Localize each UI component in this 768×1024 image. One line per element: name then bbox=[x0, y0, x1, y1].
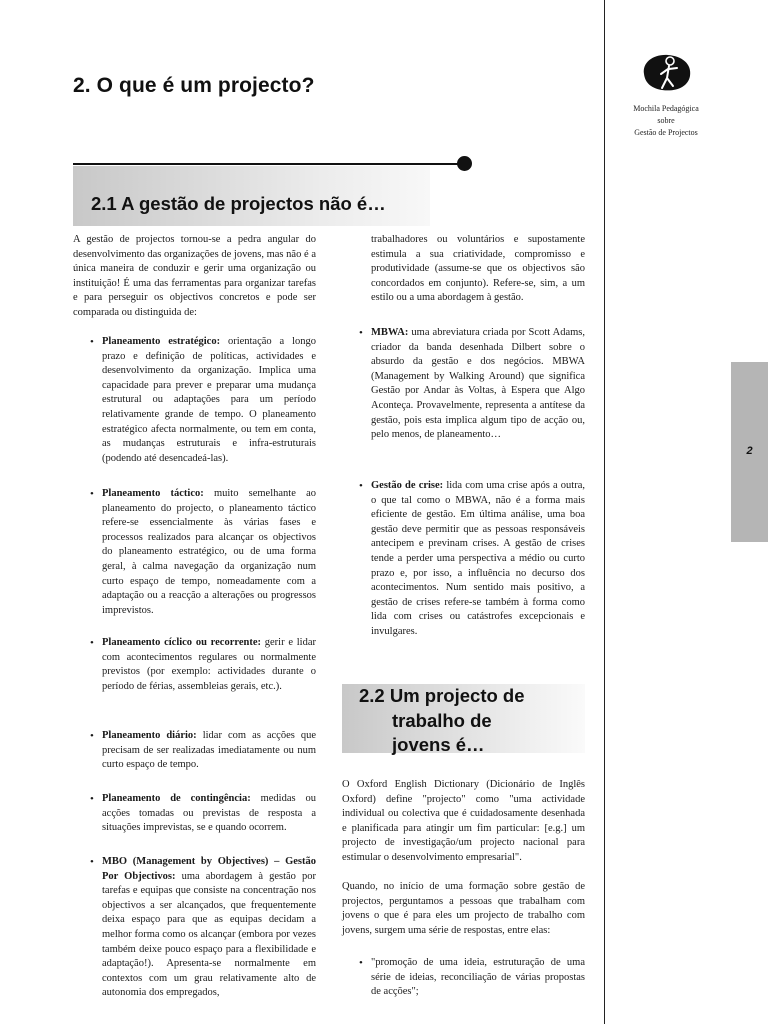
list-item-term: Planeamento cíclico ou recorrente: bbox=[102, 637, 261, 648]
list-item bbox=[371, 479, 585, 640]
list-item-text: lida com uma crise após a outra, o que tal como o MBWA, não é a forma mais eficiente de gestão. Em última análise, uma boa gestão deve permitir que as pessoas responsáveis antecipem e previnam crises. A gestão de crises tende a perder uma perspectiva a médio ou curto prazo e, por isso, a influência no decurso dos acontecimentos. Num sentido mais positivo, a gestão de crises refere-se também à forma como lida com crises ou catástrofes excepcionais e invulgares. bbox=[371, 480, 585, 637]
chapter-heading: 2. O que é um projecto? bbox=[73, 74, 315, 97]
continuation-paragraph: trabalhadores ou voluntários e supostamente estimula a sua criatividade, compromisso e produtividade (assume-se que os objectivos são concordados em conjunto). Refere-se, sim, a um estilo ou a uma abordagem à gestão. bbox=[371, 234, 585, 304]
list-item bbox=[102, 636, 316, 694]
training-paragraph: Quando, no início de uma formação sobre gestão de projectos, perguntamos a pessoas que trabalham com jovens o que é para eles um projecto de trabalho com jovens, surgem uma série de respostas, entre elas: bbox=[342, 881, 585, 936]
list-item bbox=[102, 792, 316, 836]
list-item bbox=[102, 335, 316, 466]
brand-line-1: Mochila Pedagógica bbox=[633, 104, 699, 113]
dictionary-paragraph: O Oxford English Dictionary (Dicionário de Inglês Oxford) define "projecto" como "uma actividade individual ou colectiva que é cuidadosamente desenhada e planificada para atingir um fim particular: [e.g.] um projecto de investigação/um projecto nacional para estimular o desenvolvimento empresarial". bbox=[342, 779, 585, 863]
list-item: • "promoção de uma ideia, estruturação de uma série de ideias, reconciliação de várias propostas de acções"; bbox=[371, 956, 585, 1000]
list-item-term: Planeamento estratégico: bbox=[102, 336, 221, 347]
list-item-text: muito semelhante ao planeamento do projecto, o planeamento táctico refere-se essencialmente às várias fases e processos realizados para alcançar os objectivos do planeamento estratégico, ou de uma forma geral, à calma navegação da organização num curto espaço de tempo, nomeadamente com a adaptação ou a reacção a alterações ou progressos imprevistos. bbox=[102, 488, 316, 616]
list-item-text: gerir e lidar com acontecimentos regulares ou normalmente previstos (por exemplo: actividades durante o período de férias, assembleias gerais, etc.). bbox=[102, 637, 316, 692]
list-item-term: Gestão de crise: bbox=[371, 480, 444, 491]
brand-line-3: Gestão de Projectos bbox=[634, 128, 698, 137]
list-item-term: Planeamento táctico: bbox=[102, 488, 204, 499]
list-item-text: lidar com as acções que precisam de ser realizadas imediatamente ou num curto espaço de tempo. bbox=[102, 730, 316, 771]
section-title-line: trabalho de bbox=[392, 709, 492, 731]
section-title-line: 2.2 Um projecto de bbox=[359, 685, 525, 706]
chapter-tab bbox=[731, 362, 768, 542]
list-item-text: orientação a longo prazo e definição de políticas, actividades e desenvolvimento da organização. Implica uma capacidade para prever e preparar uma mudança estrutural ou adaptações para um período relativamente grande de tempo. O planeamento estratégico afecta normalmente, ou tem em conta, as mudanças estruturais e infra-estruturais (podendo até desencadeá-las). bbox=[102, 336, 316, 464]
list-item-text: uma abreviatura criada por Scott Adams, criador da banda desenhada Dilbert sobre o absurdo da gestão e dos negócios. MBWA (Management by Walking Around) que significa Gestão por Andar às Voltas, à Espera que Algo Aconteça. Provavelmente, representa a antítese da gestão, pois esta implica algum tipo de acção ou, pelo menos, de planeamento… bbox=[371, 327, 585, 441]
page-divider-line bbox=[604, 0, 605, 1024]
list-item bbox=[102, 487, 316, 618]
heading-rule-dot bbox=[457, 156, 472, 171]
heading-rule bbox=[73, 163, 466, 165]
list-item-term: MBWA: bbox=[371, 327, 409, 338]
list-item bbox=[102, 729, 316, 773]
list-item-term: Planeamento diário: bbox=[102, 730, 197, 741]
brand-line-2: sobre bbox=[657, 116, 675, 125]
list-item-term: MBO (Management by Objectives) – Gestão Por Objectivos: bbox=[102, 856, 316, 882]
list-item bbox=[371, 326, 585, 443]
intro-paragraph: A gestão de projectos tornou-se a pedra angular do desenvolvimento das organizações de jovens, mas não é a única maneira de conduzir e gerir uma organização ou instituição! É uma das ferramentas para organizar tarefas e para perseguir os objectivos concretos e pode ser comparada ou distinguida de: bbox=[73, 234, 316, 318]
section-title-2-1: 2.1 A gestão de projectos não é… bbox=[91, 193, 386, 214]
section-title-line: jovens é… bbox=[392, 734, 485, 755]
brand-caption bbox=[612, 103, 720, 139]
chapter-tab-number: 2 bbox=[746, 445, 753, 457]
list-item bbox=[102, 855, 316, 1001]
mochila-logo-icon bbox=[640, 52, 694, 94]
list-item-text: medidas ou acções tomadas ou previstas de resposta a situações imprevistas, se e quando ocorrem. bbox=[102, 793, 316, 834]
list-item-text: uma abordagem à gestão por tarefas e equipas que consiste na concentração nos objectivos a ser alcançados, que frequentemente deixa espaço para que as equipas decidam a melhor forma como os alcançar (embora por vezes também deixe pouco espaço para a flexibilidade e adaptação!). Apresenta-se normalmente em contextos com um grau relativamente alto de autonomia dos empregados, bbox=[102, 870, 316, 999]
list-item-term: Planeamento de contingência: bbox=[102, 793, 251, 804]
section-title-2-2 bbox=[359, 684, 525, 758]
